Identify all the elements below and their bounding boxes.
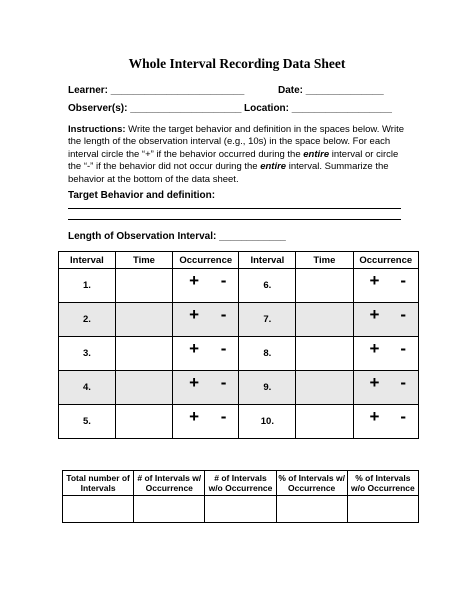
- interval-number: 8.: [239, 337, 296, 371]
- summary-table: [62, 470, 419, 523]
- time-cell[interactable]: [296, 405, 353, 439]
- interval-number: 9.: [239, 371, 296, 405]
- table-row: [59, 371, 419, 405]
- header-time-2: Time: [296, 252, 353, 269]
- occurrence-cell: [353, 371, 418, 405]
- minus-option[interactable]: -: [400, 271, 406, 290]
- table-row: [59, 269, 419, 303]
- summary-header-percent-without: % of Intervals w/o Occurrence: [347, 471, 418, 496]
- interval-table-header: [59, 252, 419, 269]
- instructions-text-3: interval. Summarize the behavior at the bottom of the data sheet.: [68, 161, 389, 185]
- instructions-emphasis-1: entire: [303, 148, 330, 160]
- time-cell[interactable]: [296, 337, 353, 371]
- occurrence-cell: [353, 269, 418, 303]
- location-field[interactable]: Location: __________________: [244, 103, 392, 114]
- interval-number: 2.: [59, 303, 116, 337]
- observation-length-field[interactable]: Length of Observation Interval: ____________: [68, 231, 286, 242]
- header-time: Time: [115, 252, 172, 269]
- time-cell[interactable]: [115, 269, 172, 303]
- time-cell[interactable]: [115, 405, 172, 439]
- occurrence-cell: [173, 371, 239, 405]
- occurrence-cell: [173, 269, 239, 303]
- time-cell[interactable]: [296, 269, 353, 303]
- minus-option[interactable]: -: [220, 373, 227, 392]
- table-row: [59, 337, 419, 371]
- header-interval-2: Interval: [239, 252, 296, 269]
- summary-percent-without-cell[interactable]: [347, 496, 418, 523]
- interval-number: 1.: [59, 269, 116, 303]
- plus-option[interactable]: +: [189, 339, 200, 358]
- summary-with-occurrence-cell[interactable]: [134, 496, 205, 523]
- instructions-paragraph: [68, 124, 410, 186]
- interval-number: 5.: [59, 405, 116, 439]
- summary-header-with-occurrence: # of Intervals w/ Occurrence: [134, 471, 205, 496]
- time-cell[interactable]: [115, 303, 172, 337]
- time-cell[interactable]: [115, 371, 172, 405]
- instructions-emphasis-2: entire: [260, 161, 287, 173]
- instructions-text-2: interval or circle the “-” if the behavior did not occur during the: [68, 148, 399, 173]
- plus-option[interactable]: +: [189, 305, 200, 324]
- plus-option[interactable]: +: [369, 305, 380, 324]
- plus-option[interactable]: +: [189, 407, 200, 426]
- instructions-label: Instructions:: [68, 124, 126, 135]
- occurrence-cell: [353, 303, 418, 337]
- minus-option[interactable]: -: [400, 373, 406, 392]
- minus-option[interactable]: -: [400, 407, 406, 426]
- learner-field[interactable]: Learner: ________________________: [68, 85, 245, 96]
- minus-option[interactable]: -: [220, 305, 227, 324]
- interval-number: 3.: [59, 337, 116, 371]
- occurrence-cell: [353, 405, 418, 439]
- occurrence-cell: [173, 303, 239, 337]
- header-occurrence: Occurrence: [173, 252, 239, 269]
- target-behavior-line-2[interactable]: [68, 219, 401, 220]
- plus-option[interactable]: +: [369, 407, 380, 426]
- summary-input-row: [63, 496, 419, 523]
- plus-option[interactable]: +: [369, 339, 380, 358]
- time-cell[interactable]: [115, 337, 172, 371]
- summary-total-cell[interactable]: [63, 496, 134, 523]
- minus-option[interactable]: -: [400, 339, 406, 358]
- interval-number: 7.: [239, 303, 296, 337]
- observer-field[interactable]: Observer(s): ____________________: [68, 103, 242, 114]
- date-field[interactable]: Date: ______________: [278, 85, 384, 96]
- summary-without-occurrence-cell[interactable]: [205, 496, 276, 523]
- time-cell[interactable]: [296, 303, 353, 337]
- occurrence-cell: [353, 337, 418, 371]
- page-title: Whole Interval Recording Data Sheet: [128, 56, 346, 71]
- header-occurrence-2: Occurrence: [353, 252, 418, 269]
- interval-number: 6.: [239, 269, 296, 303]
- minus-option[interactable]: -: [220, 271, 227, 290]
- occurrence-cell: [173, 337, 239, 371]
- summary-header-total: Total number of Intervals: [63, 471, 134, 496]
- occurrence-cell: [173, 405, 239, 439]
- minus-option[interactable]: -: [400, 305, 406, 324]
- table-row: [59, 303, 419, 337]
- plus-option[interactable]: +: [369, 373, 380, 392]
- minus-option[interactable]: -: [220, 339, 227, 358]
- table-row: [59, 405, 419, 439]
- plus-option[interactable]: +: [189, 373, 200, 392]
- time-cell[interactable]: [296, 371, 353, 405]
- instructions-text-1: Write the target behavior and definition in the spaces below. Write the length of the observation interval (e.g., 10s) in the space below. For each interval circle the “+” if the behavior occurred during the: [68, 124, 405, 160]
- summary-header-row: [63, 471, 419, 496]
- plus-option[interactable]: +: [369, 271, 380, 290]
- minus-option[interactable]: -: [220, 407, 227, 426]
- interval-number: 10.: [239, 405, 296, 439]
- interval-table: [58, 251, 419, 439]
- target-behavior-label: Target Behavior and definition:: [68, 190, 216, 201]
- summary-header-percent-with: % of Intervals w/ Occurrence: [276, 471, 347, 496]
- header-interval: Interval: [59, 252, 116, 269]
- plus-option[interactable]: +: [189, 271, 200, 290]
- interval-number: 4.: [59, 371, 116, 405]
- target-behavior-line-1[interactable]: [68, 208, 401, 209]
- summary-header-without-occurrence: # of Intervals w/o Occurrence: [205, 471, 276, 496]
- summary-percent-with-cell[interactable]: [276, 496, 347, 523]
